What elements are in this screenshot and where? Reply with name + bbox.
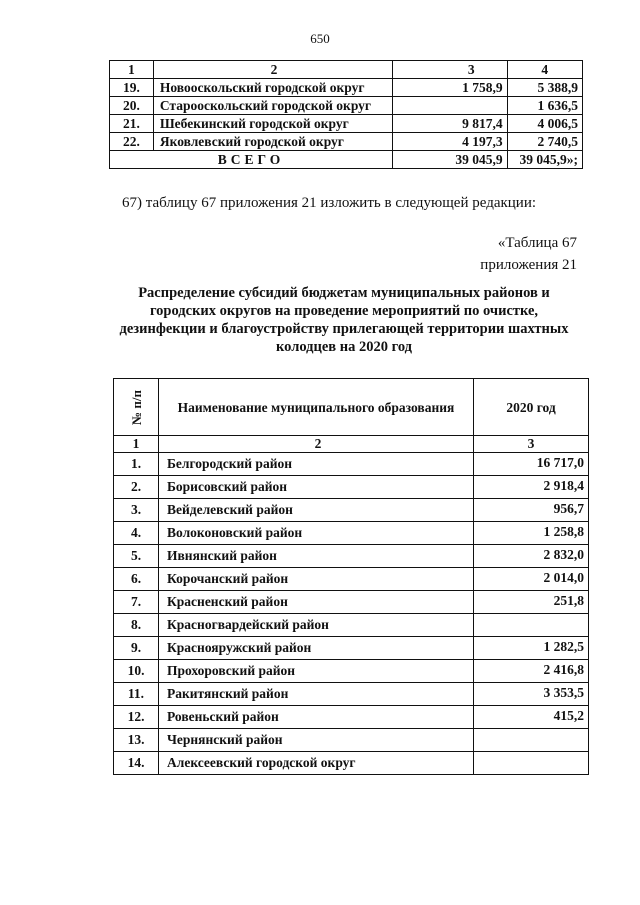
table-row (114, 453, 589, 476)
row-value: 1 636,5 (507, 97, 582, 115)
amendment-paragraph: 67) таблицу 67 приложения 21 изложить в следующей редакции: (122, 195, 537, 211)
table-row (114, 591, 589, 614)
row-name: Белгородский район (159, 453, 474, 476)
row-number: 19. (110, 79, 154, 97)
table-header-row (110, 61, 583, 79)
table-row (110, 79, 583, 97)
header-number-label: № п/п (128, 389, 144, 425)
table-row (114, 752, 589, 775)
row-value: 2 416,8 (474, 660, 589, 683)
row-number: 1. (114, 453, 159, 476)
table-row (114, 660, 589, 683)
row-number: 9. (114, 637, 159, 660)
table-row (114, 683, 589, 706)
table-row (114, 522, 589, 545)
row-value (474, 752, 589, 775)
row-name: Новооскольский городской округ (153, 79, 392, 97)
row-value: 415,2 (474, 706, 589, 729)
table-row (114, 706, 589, 729)
page-number: 650 (310, 31, 330, 46)
row-value: 5 388,9 (507, 79, 582, 97)
table-row (114, 729, 589, 752)
row-value: 2 918,4 (474, 476, 589, 499)
row-name: Корочанский район (159, 568, 474, 591)
row-value: 2 832,0 (474, 545, 589, 568)
row-value: 3 353,5 (474, 683, 589, 706)
row-number: 14. (114, 752, 159, 775)
total-label: ВСЕГО (110, 151, 393, 169)
row-name: Яковлевский городской округ (153, 133, 392, 151)
table-row (114, 614, 589, 637)
row-number: 2. (114, 476, 159, 499)
row-name: Алексеевский городской округ (159, 752, 474, 775)
row-number: 3. (114, 499, 159, 522)
header-cell: 2 (153, 61, 392, 79)
header-cell: 1 (110, 61, 154, 79)
table-row (114, 499, 589, 522)
row-value: 1 282,5 (474, 637, 589, 660)
row-value: 2 014,0 (474, 568, 589, 591)
header-cell: 3 (393, 61, 507, 79)
table-reference (480, 232, 577, 276)
row-value: 251,8 (474, 591, 589, 614)
row-value: 9 817,4 (393, 115, 507, 133)
row-name: Ракитянский район (159, 683, 474, 706)
row-name: Ивнянский район (159, 545, 474, 568)
header-number (114, 379, 159, 436)
row-name: Борисовский район (159, 476, 474, 499)
table-header-row (114, 379, 589, 436)
table-row (110, 115, 583, 133)
row-value (393, 97, 507, 115)
row-number: 8. (114, 614, 159, 637)
row-number: 4. (114, 522, 159, 545)
index-cell: 2 (159, 436, 474, 453)
row-name: Краснояружский район (159, 637, 474, 660)
row-value: 1 758,9 (393, 79, 507, 97)
row-name: Прохоровский район (159, 660, 474, 683)
header-year: 2020 год (474, 379, 589, 436)
index-cell: 1 (114, 436, 159, 453)
table-reference-line: приложения 21 (480, 257, 577, 273)
row-number: 13. (114, 729, 159, 752)
total-value: 39 045,9 (393, 151, 507, 169)
row-value: 2 740,5 (507, 133, 582, 151)
row-number: 7. (114, 591, 159, 614)
row-value: 16 717,0 (474, 453, 589, 476)
table-row (110, 97, 583, 115)
row-value (474, 614, 589, 637)
row-value: 4 006,5 (507, 115, 582, 133)
row-number: 21. (110, 115, 154, 133)
row-value (474, 729, 589, 752)
table-continued (109, 60, 583, 169)
total-row (110, 151, 583, 169)
row-name: Чернянский район (159, 729, 474, 752)
table-reference-line: «Таблица 67 (497, 235, 577, 251)
row-value: 956,7 (474, 499, 589, 522)
row-number: 6. (114, 568, 159, 591)
row-number: 10. (114, 660, 159, 683)
table-row (114, 637, 589, 660)
row-name: Вейделевский район (159, 499, 474, 522)
row-name: Шебекинский городской округ (153, 115, 392, 133)
row-name: Ровеньский район (159, 706, 474, 729)
table-row (114, 568, 589, 591)
header-name: Наименование муниципального образования (159, 379, 474, 436)
subsidy-table (113, 378, 589, 775)
row-number: 20. (110, 97, 154, 115)
row-value: 1 258,8 (474, 522, 589, 545)
row-name: Красногвардейский район (159, 614, 474, 637)
row-number: 5. (114, 545, 159, 568)
row-number: 12. (114, 706, 159, 729)
table-row (110, 133, 583, 151)
row-number: 22. (110, 133, 154, 151)
row-number: 11. (114, 683, 159, 706)
total-value: 39 045,9»; (507, 151, 582, 169)
table-row (114, 476, 589, 499)
header-cell: 4 (507, 61, 582, 79)
index-row (114, 436, 589, 453)
table-row (114, 545, 589, 568)
row-name: Волоконовский район (159, 522, 474, 545)
row-value: 4 197,3 (393, 133, 507, 151)
row-name: Старооскольский городской округ (153, 97, 392, 115)
index-cell: 3 (474, 436, 589, 453)
row-name: Красненский район (159, 591, 474, 614)
table-title: Распределение субсидий бюджетам муниципальных районов и городских округов на проведение мероприятий по очистке, дезинфекции и благоустройству прилегающей территории шахтных колодцев на 2020 год (119, 285, 569, 355)
